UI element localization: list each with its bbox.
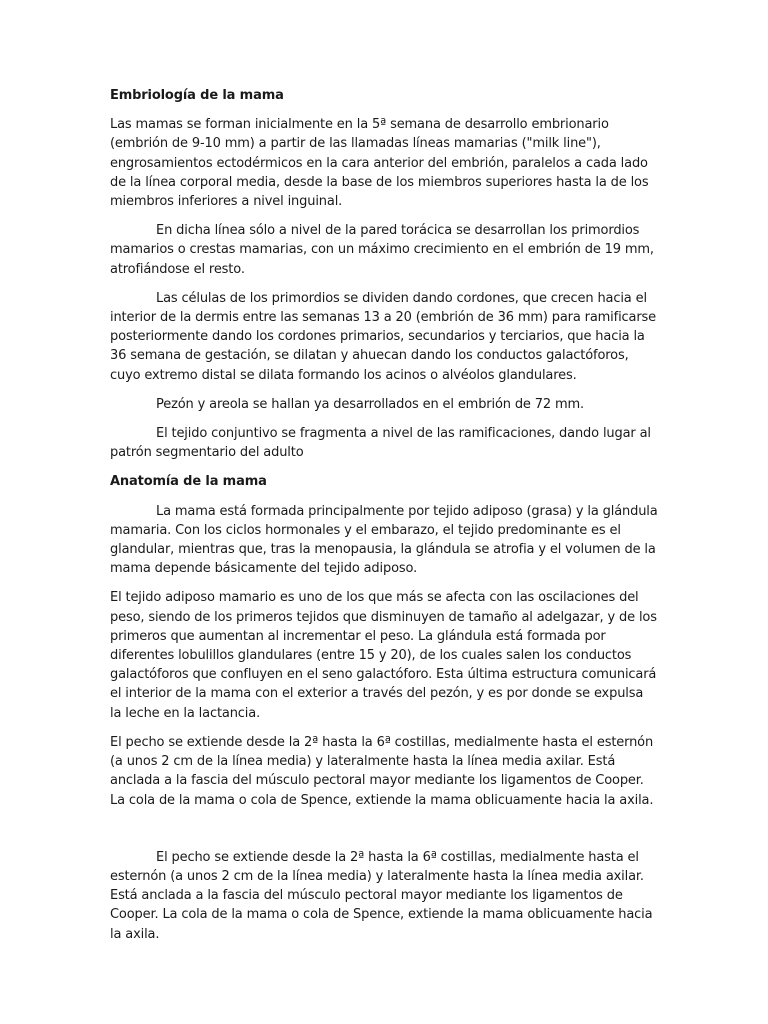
document-body <box>110 86 658 944</box>
paragraph: Las mamas se forman inicialmente en la 5ª semana de desarrollo embrionario (embrión de 9-10 mm) a partir de las llamadas líneas mamarias ("milk line"), engrosamientos ectodérmicos en la cara anterior del embrión, paralelos a cada lado de la línea corporal media, desde la base de los miembros superiores hasta la de los miembros inferiores a nivel inguinal. <box>110 117 649 210</box>
paragraph: El pecho se extiende desde la 2ª hasta la 6ª costillas, medialmente hasta el esternón (a unos 2 cm de la línea media) y lateralmente hasta la línea media axilar. Está anclada a la fascia del músculo pectoral mayor mediante los ligamentos de Cooper. La cola de la mama o cola de Spence, extiende la mama oblicuamente hacia la axila. <box>110 849 653 942</box>
paragraph: Las células de los primordios se dividen dando cordones, que crecen hacia el interior de la dermis entre las semanas 13 a 20 (embrión de 36 mm) para ramificarse posteriormente dando los cordones primarios, secundarios y terciarios, que hacia la 36 semana de gestación, se dilatan y ahuecan dando los conductos galactóforos, cuyo extremo distal se dilata formando los acinos o alvéolos glandulares. <box>110 290 657 383</box>
paragraph: El tejido conjuntivo se fragmenta a nivel de las ramificaciones, dando lugar al patrón segmentario del adulto <box>110 426 651 461</box>
paragraph: La mama está formada principalmente por tejido adiposo (grasa) y la glándula mamaria. Con los ciclos hormonales y el embarazo, el tejido predominante es el glandular, mientras que, tras la menopausia, la glándula se atrofia y el volumen de la mama depende básicamente del tejido adiposo. <box>110 503 658 577</box>
section-heading-anatomia: Anatomía de la mama <box>110 474 267 490</box>
paragraph: El tejido adiposo mamario es uno de los que más se afecta con las oscilaciones del peso, siendo de los primeros tejidos que disminuyen de tamaño al adelgazar, y de los primeros que aumentan al incrementar el peso. La glándula está formada por diferentes lobulillos glandulares (entre 15 y 20), de los cuales salen los conductos galactóforos que confluyen en el seno galactóforo. Esta última estructura comunicará el interior de la mama con el exterior a través del pezón, y es por donde se expulsa la leche en la lactancia. <box>110 590 657 721</box>
paragraph: Pezón y areola se hallan ya desarrollados en el embrión de 72 mm. <box>156 396 584 412</box>
paragraph: El pecho se extiende desde la 2ª hasta la 6ª costillas, medialmente hasta el esternón (a unos 2 cm de la línea media) y lateralmente hasta la línea media axilar. Está anclada a la fascia del músculo pectoral mayor mediante los ligamentos de Cooper. La cola de la mama o cola de Spence, extiende la mama oblicuamente hacia la axila. <box>110 734 654 808</box>
section-heading-embriologia: Embriología de la mama <box>110 88 284 103</box>
paragraph: En dicha línea sólo a nivel de la pared torácica se desarrollan los primordios mamarios o crestas mamarias, con un máximo crecimiento en el embrión de 19 mm, atrofiándose el resto. <box>110 223 654 277</box>
